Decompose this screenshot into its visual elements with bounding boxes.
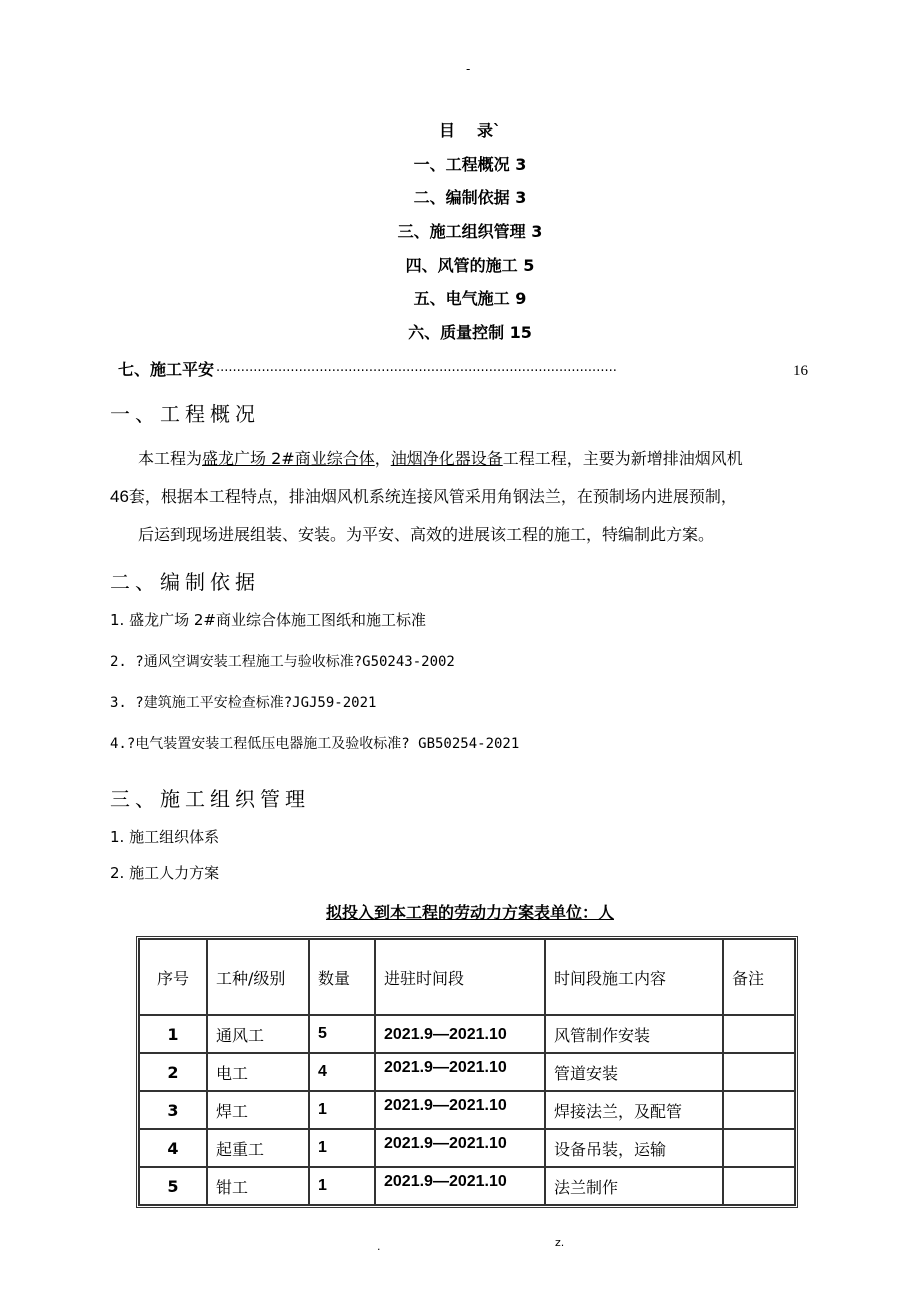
table-header-row	[139, 939, 795, 1015]
section-title-overview: 一、工程概况	[110, 402, 260, 426]
toc-title: 目 录`	[438, 121, 502, 140]
cell-period: 2021.9—2021.10	[375, 1167, 545, 1205]
cell-content: 风管制作安装	[545, 1015, 723, 1053]
toc-item-4[interactable]: 四、风管的施工 5	[405, 256, 535, 275]
cell-remarks	[723, 1015, 795, 1053]
toc-item-1[interactable]: 一、工程概况 3	[413, 155, 527, 174]
toc-item-5[interactable]: 五、电气施工 9	[413, 289, 527, 308]
management-item-1: 1. 施工组织体系	[110, 828, 220, 846]
cell-period: 2021.9—2021.10	[375, 1015, 545, 1053]
cell-period: 2021.9—2021.10	[375, 1129, 545, 1167]
cell-index: 1	[139, 1015, 207, 1053]
labor-table	[136, 936, 798, 1208]
cell-quantity: 1	[309, 1129, 375, 1167]
overview-line-2: 46套，根据本工程特点，排油烟风机系统连接风管采用角钢法兰，在预制场内进展预制，	[110, 487, 737, 506]
cell-quantity: 1	[309, 1167, 375, 1205]
toc-item-3[interactable]: 三、施工组织管理 3	[397, 222, 543, 241]
overview-line-1: 本工程为盛龙广场 2#商业综合体，油烟净化器设备工程工程，主要为新增排油烟风机	[138, 449, 743, 468]
table-row	[139, 1129, 795, 1167]
section-title-management: 三、施工组织管理	[110, 787, 310, 811]
cell-trade: 钳工	[207, 1167, 309, 1205]
cell-remarks	[723, 1091, 795, 1129]
header-content: 时间段施工内容	[545, 939, 723, 1015]
toc-leader-dots: ·································································································	[216, 364, 617, 379]
cell-remarks	[723, 1167, 795, 1205]
basis-item-3: 3. ?建筑施工平安检查标准?JGJ59-2021	[110, 695, 377, 711]
table-caption: 拟投入到本工程的劳动力方案表单位：人	[325, 903, 614, 922]
project-name: 盛龙广场 2#商业综合体	[202, 449, 375, 468]
cell-content: 设备吊装，运输	[545, 1129, 723, 1167]
equipment-name: 油烟净化器设备	[390, 449, 503, 468]
cell-period: 2021.9—2021.10	[375, 1091, 545, 1129]
toc-item-7[interactable]	[118, 357, 808, 380]
cell-trade: 起重工	[207, 1129, 309, 1167]
cell-index: 2	[139, 1053, 207, 1091]
management-item-2: 2. 施工人力方案	[110, 864, 220, 882]
cell-quantity: 4	[309, 1053, 375, 1091]
basis-item-4: 4.?电气装置安装工程低压电器施工及验收标准? GB50254-2021	[110, 736, 520, 752]
cell-content: 法兰制作	[545, 1167, 723, 1205]
toc-item-6[interactable]: 六、质量控制 15	[408, 323, 532, 342]
footer-left-mark: .	[377, 1240, 381, 1253]
header-period: 进驻时间段	[375, 939, 545, 1015]
overview-paragraph	[110, 440, 850, 554]
basis-item-2: 2. ?通风空调安装工程施工与验收标准?G50243-2002	[110, 654, 455, 670]
basis-item-1: 1. 盛龙广场 2#商业综合体施工图纸和施工标准	[110, 611, 426, 629]
cell-trade: 通风工	[207, 1015, 309, 1053]
header-index: 序号	[139, 939, 207, 1015]
cell-trade: 焊工	[207, 1091, 309, 1129]
cell-content: 管道安装	[545, 1053, 723, 1091]
header-remarks: 备注	[723, 939, 795, 1015]
cell-remarks	[723, 1129, 795, 1167]
cell-quantity: 5	[309, 1015, 375, 1053]
cell-period: 2021.9—2021.10	[375, 1053, 545, 1091]
cell-remarks	[723, 1053, 795, 1091]
cell-index: 3	[139, 1091, 207, 1129]
cell-index: 4	[139, 1129, 207, 1167]
header-trade: 工种/级别	[207, 939, 309, 1015]
cell-content: 焊接法兰，及配管	[545, 1091, 723, 1129]
table-row	[139, 1015, 795, 1053]
overview-line-3: 后运到现场进展组装、安装。为平安、高效的进展该工程的施工，特编制此方案。	[138, 525, 715, 544]
toc-item-7-label: 七、施工平安	[118, 360, 215, 379]
table-row	[139, 1167, 795, 1205]
header-mark: -	[466, 62, 471, 76]
cell-quantity: 1	[309, 1091, 375, 1129]
header-quantity: 数量	[309, 939, 375, 1015]
table-row	[139, 1053, 795, 1091]
cell-index: 5	[139, 1167, 207, 1205]
section-title-basis: 二、编制依据	[110, 570, 260, 594]
toc-item-7-page: 16	[793, 363, 808, 379]
footer-right-mark: z.	[555, 1236, 565, 1249]
table-row	[139, 1091, 795, 1129]
cell-trade: 电工	[207, 1053, 309, 1091]
toc-item-2[interactable]: 二、编制依据 3	[413, 188, 527, 207]
